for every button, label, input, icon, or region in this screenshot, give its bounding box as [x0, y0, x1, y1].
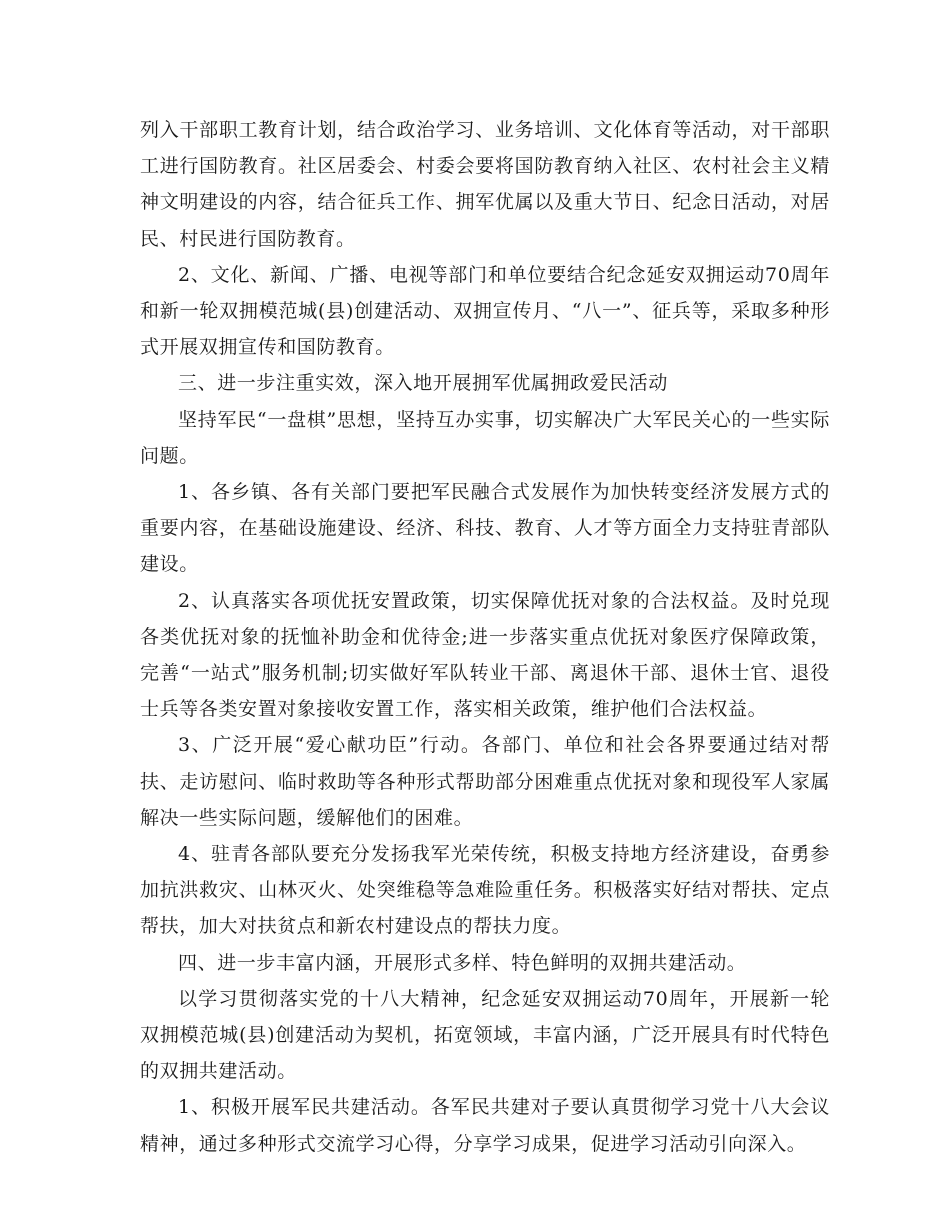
document-body	[140, 112, 830, 1162]
paragraph-item-4-troops-support: 4、驻青各部队要充分发扬我军光荣传统，积极支持地方经济建设，奋勇参加抗洪救灾、山林灭火、处突维稳等急难险重任务。积极落实好结对帮扶、定点帮扶，加大对扶贫点和新农村建设点的帮扶力度。	[140, 843, 830, 938]
paragraph-eighteenth-congress: 以学习贯彻落实党的十八大精神，纪念延安双拥运动70周年，开展新一轮双拥模范城(县)创建活动为契机，拓宽领域，丰富内涵，广泛开展具有时代特色的双拥共建活动。	[140, 987, 830, 1083]
paragraph-item-1-integration: 1、各乡镇、各有关部门要把军民融合式发展作为加快转变经济发展方式的重要内容，在基础设施建设、经济、科技、教育、人才等方面全力支持驻青部队建设。	[140, 481, 830, 576]
paragraph-military-civil-unity: 坚持军民“一盘棋”思想，坚持互办实事，切实解决广大军民关心的一些实际问题。	[140, 408, 830, 467]
paragraph-item-2-placement-policy: 2、认真落实各项优抚安置政策，切实保障优抚对象的合法权益。及时兑现各类优抚对象的抚恤补助金和优待金;进一步落实重点优抚对象医疗保障政策，完善“一站式”服务机制;切实做好军队转业干部、离退休干部、退休士官、退役士兵等各类安置对象接收安置工作，落实相关政策，维护他们合法权益。	[140, 589, 830, 721]
paragraph-item-3-caring-action: 3、广泛开展“爱心献功臣”行动。各部门、单位和社会各界要通过结对帮扶、走访慰问、临时救助等各种形式帮助部分困难重点优抚对象和现役军人家属解决一些实际问题，缓解他们的困难。	[140, 734, 830, 829]
paragraph-item-2-culture-news: 2、文化、新闻、广播、电视等部门和单位要结合纪念延安双拥运动70周年和新一轮双拥模范城(县)创建活动、双拥宣传月、“八一”、征兵等，采取多种形式开展双拥宣传和国防教育。	[140, 263, 830, 359]
section-heading-four: 四、进一步丰富内涵，开展形式多样、特色鲜明的双拥共建活动。	[178, 951, 747, 974]
paragraph-continuation: 列入干部职工教育计划，结合政治学习、业务培训、文化体育等活动，对干部职工进行国防教育。社区居委会、村委会要将国防教育纳入社区、农村社会主义精神文明建设的内容，结合征兵工作、拥军优属以及重大节日、纪念日活动，对居民、村民进行国防教育。	[140, 119, 830, 250]
paragraph-item-1-joint-construction: 1、积极开展军民共建活动。各军民共建对子要认真贯彻学习党十八大会议精神，通过多种形式交流学习心得，分享学习成果，促进学习活动引向深入。	[140, 1096, 830, 1155]
section-heading-three: 三、进一步注重实效，深入地开展拥军优属拥政爱民活动	[178, 372, 669, 395]
